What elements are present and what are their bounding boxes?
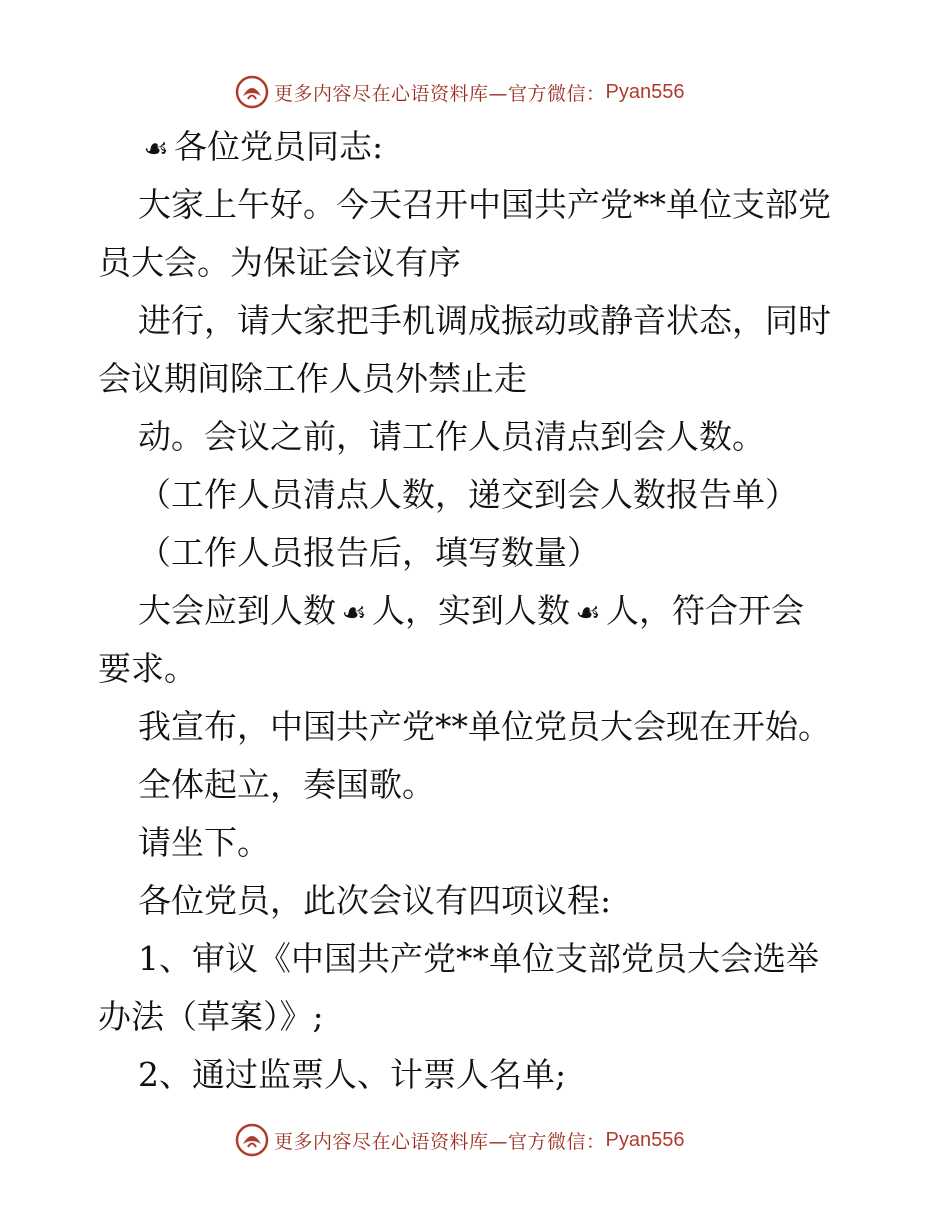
paragraph-line: 各位党员，此次会议有四项议程: xyxy=(138,881,612,920)
paragraph-line: 大家上午好。今天召开中国共产党**单位支部党 xyxy=(138,185,831,224)
agenda-item: 2、通过监票人、计票人名单; xyxy=(138,1055,567,1094)
paragraph-line: 动。会议之前，请工作人员清点到会人数。 xyxy=(138,417,765,456)
lotus-logo-icon xyxy=(234,74,270,110)
paragraph-line: （工作人员清点人数，递交到会人数报告单） xyxy=(138,475,798,514)
document-body xyxy=(98,118,858,1104)
watermark-account: Pyan556 xyxy=(605,1128,685,1151)
footer-watermark xyxy=(0,1120,950,1160)
paragraph-line: ☙ 各位党员同志: xyxy=(98,118,858,176)
watermark-text: 更多内容尽在心语资料库—官方微信： xyxy=(274,1130,606,1153)
agenda-item-continuation: 办法（草案）》; xyxy=(98,997,324,1036)
paragraph-line: （工作人员报告后，填写数量） xyxy=(138,533,600,572)
placeholder-glyph-icon: ☙ xyxy=(143,132,169,165)
attendance-line: 大会应到人数 ☙ 人，实到人数 ☙ 人，符合开会 xyxy=(98,582,858,640)
paragraph-line: 请坐下。 xyxy=(138,823,270,862)
watermark-account: Pyan556 xyxy=(605,80,685,103)
paragraph-line: 要求。 xyxy=(98,649,197,688)
watermark-text: 更多内容尽在心语资料库—官方微信： xyxy=(274,82,606,105)
placeholder-glyph-icon: ☙ xyxy=(341,596,367,629)
paragraph-line: 员大会。为保证会议有序 xyxy=(98,243,461,282)
paragraph-line: 我宣布，中国共产党**单位党员大会现在开始。 xyxy=(138,707,831,746)
lotus-logo-icon xyxy=(234,1122,270,1158)
placeholder-glyph-icon: ☙ xyxy=(575,596,601,629)
paragraph-line: 会议期间除工作人员外禁止走 xyxy=(98,359,527,398)
agenda-item: 1、审议《中国共产党**单位支部党员大会选举 xyxy=(138,939,819,978)
header-watermark xyxy=(0,72,950,112)
paragraph-line: 全体起立，奏国歌。 xyxy=(138,765,435,804)
paragraph-line: 进行，请大家把手机调成振动或静音状态，同时 xyxy=(138,301,831,340)
